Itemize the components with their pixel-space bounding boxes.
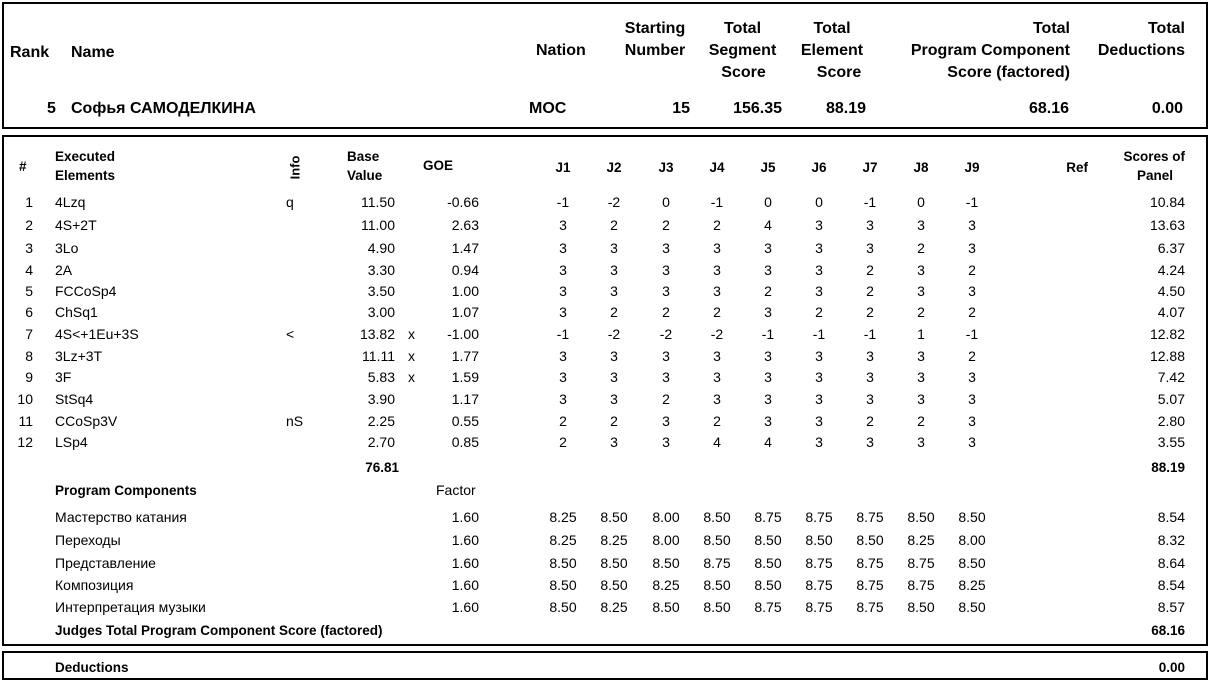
element-judge-3: 3	[662, 283, 670, 299]
element-judge-4: 3	[713, 348, 721, 364]
judge-header-5: J5	[760, 160, 776, 175]
component-judge-9: 8.50	[958, 599, 986, 615]
element-judge-4: 3	[713, 391, 721, 407]
element-judge-3: 2	[662, 217, 670, 233]
element-judge-6: 3	[815, 369, 823, 385]
name-header: Name	[71, 44, 115, 61]
deductions-label: Deductions	[55, 660, 129, 675]
component-judge-3: 8.00	[652, 532, 680, 548]
component-judge-3: 8.50	[652, 599, 680, 615]
element-judge-1: 2	[559, 413, 567, 429]
element-goe: 1.59	[451, 369, 479, 385]
element-goe: 1.17	[451, 391, 479, 407]
element-judge-8: 0	[917, 194, 925, 210]
element-bonus-mark: x	[408, 326, 415, 342]
component-factor: 1.60	[451, 509, 479, 525]
element-judge-1: 3	[559, 348, 567, 364]
element-judge-6: 3	[815, 217, 823, 233]
element-judge-5: 0	[764, 194, 772, 210]
element-name: 4S+2T	[55, 217, 97, 233]
element-judge-4: 3	[713, 283, 721, 299]
element-name: 2A	[55, 262, 73, 278]
component-judge-5: 8.50	[754, 532, 782, 548]
element-bonus-mark: x	[408, 348, 415, 364]
element-judge-1: 3	[559, 304, 567, 320]
element-panel-score: 6.37	[1157, 240, 1185, 256]
component-factor: 1.60	[451, 577, 479, 593]
element-judge-9: 3	[968, 434, 976, 450]
element-panel-score: 4.07	[1157, 304, 1185, 320]
component-judge-1: 8.50	[549, 555, 577, 571]
element-panel-score: 4.50	[1157, 283, 1185, 299]
element-judge-8: 3	[917, 217, 925, 233]
component-judge-5: 8.50	[754, 577, 782, 593]
element-info: nS	[286, 413, 304, 429]
element-judge-4: 3	[713, 240, 721, 256]
component-judge-5: 8.75	[754, 509, 782, 525]
element-judge-4: -2	[710, 326, 724, 342]
element-goe: 1.47	[451, 240, 479, 256]
element-name: 3Lo	[55, 240, 79, 256]
component-score: 8.54	[1157, 509, 1185, 525]
component-judge-7: 8.50	[856, 532, 884, 548]
ref-header: Ref	[1066, 160, 1088, 175]
factor-header: Factor	[436, 482, 476, 498]
element-name: 3Lz+3T	[55, 348, 103, 364]
component-judge-1: 8.25	[549, 532, 577, 548]
element-judge-7: 3	[866, 391, 874, 407]
starting-number-value: 15	[672, 100, 690, 117]
element-number: 11	[18, 413, 33, 429]
element-number: 10	[17, 391, 33, 407]
element-judge-8: 1	[917, 326, 925, 342]
component-name: Представление	[55, 555, 156, 571]
component-judge-5: 8.50	[754, 555, 782, 571]
element-goe: -0.66	[447, 194, 479, 210]
element-judge-7: 3	[866, 369, 874, 385]
element-panel-score: 5.07	[1157, 391, 1185, 407]
base-value-total: 76.81	[365, 460, 399, 475]
deductions-panel	[2, 651, 1208, 680]
element-judge-6: 3	[815, 413, 823, 429]
total-segment-score-value: 156.35	[733, 100, 782, 117]
element-panel-score: 2.80	[1157, 413, 1185, 429]
element-base-value: 2.70	[367, 434, 395, 450]
judge-header-7: J7	[862, 160, 878, 175]
element-judge-5: 2	[764, 283, 772, 299]
element-judge-8: 2	[917, 413, 925, 429]
program-components-title: Program Components	[55, 483, 197, 498]
component-score: 8.64	[1157, 555, 1185, 571]
element-judge-6: 3	[815, 348, 823, 364]
element-judge-7: 3	[866, 434, 874, 450]
element-number: 1	[25, 194, 33, 210]
element-judge-8: 2	[917, 304, 925, 320]
component-judge-7: 8.75	[856, 555, 884, 571]
element-judge-1: 3	[559, 369, 567, 385]
component-judge-6: 8.75	[805, 577, 833, 593]
element-judge-3: 2	[662, 304, 670, 320]
element-judge-9: 2	[968, 262, 976, 278]
component-judge-7: 8.75	[856, 599, 884, 615]
element-panel-score: 12.88	[1149, 348, 1185, 364]
component-judge-7: 8.75	[856, 577, 884, 593]
element-judge-7: -1	[863, 326, 877, 342]
element-base-value: 3.00	[367, 304, 395, 320]
element-judge-9: 3	[968, 283, 976, 299]
element-judge-1: -1	[556, 194, 570, 210]
element-judge-5: -1	[761, 326, 775, 342]
element-judge-5: 4	[764, 434, 772, 450]
judge-header-3: J3	[658, 160, 674, 175]
component-judge-6: 8.75	[805, 599, 833, 615]
element-base-value: 5.83	[367, 369, 395, 385]
element-judge-2: 3	[610, 434, 618, 450]
scores-of-panel-header: Scores of Panel	[1123, 149, 1185, 183]
element-judge-2: 3	[610, 283, 618, 299]
element-judge-4: -1	[710, 194, 724, 210]
component-judge-2: 8.50	[600, 555, 628, 571]
element-judge-9: 3	[968, 391, 976, 407]
element-judge-7: 3	[866, 240, 874, 256]
element-judge-3: 3	[662, 348, 670, 364]
element-judge-7: 3	[866, 217, 874, 233]
element-info: q	[286, 194, 294, 210]
element-judge-1: 3	[559, 240, 567, 256]
element-judge-5: 3	[764, 240, 772, 256]
component-judge-9: 8.50	[958, 555, 986, 571]
total-deductions-header: Total Deductions	[1097, 20, 1185, 59]
element-number: 3	[25, 240, 33, 256]
component-name: Мастерство катания	[55, 509, 187, 525]
element-judge-5: 3	[764, 304, 772, 320]
element-judge-3: 0	[662, 194, 670, 210]
starting-number-header: Starting Number	[624, 20, 686, 59]
element-goe: 0.85	[451, 434, 479, 450]
element-judge-9: 3	[968, 217, 976, 233]
element-panel-score: 13.63	[1149, 217, 1185, 233]
element-name: ChSq1	[55, 304, 98, 320]
element-judge-1: 2	[559, 434, 567, 450]
element-judge-6: 3	[815, 240, 823, 256]
element-judge-8: 2	[917, 240, 925, 256]
element-base-value: 13.82	[359, 326, 395, 342]
element-judge-5: 3	[764, 391, 772, 407]
element-judge-6: -1	[812, 326, 826, 342]
element-panel-score: 7.42	[1157, 369, 1185, 385]
element-judge-5: 4	[764, 217, 772, 233]
element-number: 5	[25, 283, 33, 299]
element-judge-5: 3	[764, 348, 772, 364]
element-judge-2: 3	[610, 348, 618, 364]
element-judge-4: 4	[713, 434, 721, 450]
element-judge-3: 3	[662, 434, 670, 450]
element-judge-6: 0	[815, 194, 823, 210]
component-judge-3: 8.50	[652, 555, 680, 571]
element-judge-1: 3	[559, 391, 567, 407]
element-judge-1: 3	[559, 283, 567, 299]
total-pcs-value: 68.16	[1028, 100, 1069, 117]
element-goe: 1.77	[451, 348, 479, 364]
component-factor: 1.60	[451, 599, 479, 615]
component-judge-4: 8.50	[703, 577, 731, 593]
element-judge-2: 2	[610, 304, 618, 320]
element-panel-score: 10.84	[1149, 194, 1185, 210]
element-goe: 0.94	[451, 262, 479, 278]
element-number: 9	[25, 369, 33, 385]
element-judge-4: 3	[713, 369, 721, 385]
element-judge-2: 2	[610, 217, 618, 233]
component-judge-7: 8.75	[856, 509, 884, 525]
element-judge-9: 3	[968, 413, 976, 429]
element-judge-2: -2	[607, 194, 621, 210]
component-judge-2: 8.50	[600, 577, 628, 593]
element-judge-2: 2	[610, 413, 618, 429]
element-base-value: 11.11	[362, 348, 395, 364]
component-judge-9: 8.50	[958, 509, 986, 525]
component-judge-9: 8.25	[958, 577, 986, 593]
element-name: 3F	[55, 369, 72, 385]
element-judge-4: 2	[713, 304, 721, 320]
element-judge-9: -1	[965, 326, 979, 342]
judges-total-pcs-value: 68.16	[1151, 623, 1185, 638]
element-judge-8: 3	[917, 262, 925, 278]
element-judge-4: 2	[713, 413, 721, 429]
component-judge-2: 8.50	[600, 509, 628, 525]
judge-header-6: J6	[811, 160, 827, 175]
element-name: FCCoSp4	[55, 283, 117, 299]
element-judge-3: 3	[662, 240, 670, 256]
component-judge-8: 8.50	[907, 599, 935, 615]
component-judge-8: 8.75	[907, 577, 935, 593]
component-judge-8: 8.25	[907, 532, 935, 548]
skater-nation: MOC	[529, 100, 567, 117]
element-judge-7: 2	[866, 262, 874, 278]
component-judge-4: 8.75	[703, 555, 731, 571]
total-deductions-value: 0.00	[1151, 100, 1183, 117]
element-bonus-mark: x	[408, 369, 415, 385]
element-judge-2: 3	[610, 369, 618, 385]
rank-header: Rank	[10, 44, 50, 61]
judge-header-2: J2	[606, 160, 622, 175]
element-judge-1: -1	[556, 326, 570, 342]
component-judge-3: 8.25	[652, 577, 680, 593]
element-goe: 1.07	[451, 304, 479, 320]
element-name: 4S<+1Eu+3S	[55, 326, 139, 342]
element-judge-2: 3	[610, 240, 618, 256]
element-judge-3: 3	[662, 262, 670, 278]
element-goe: -1.00	[447, 326, 479, 342]
component-judge-5: 8.75	[754, 599, 782, 615]
element-number: 4	[25, 262, 33, 278]
component-judge-8: 8.75	[907, 555, 935, 571]
element-goe: 1.00	[451, 283, 479, 299]
element-judge-8: 3	[917, 283, 925, 299]
element-judge-4: 2	[713, 217, 721, 233]
info-col-header: Info	[287, 155, 303, 180]
element-base-value: 11.50	[361, 194, 395, 210]
element-judge-9: -1	[965, 194, 979, 210]
component-judge-4: 8.50	[703, 599, 731, 615]
element-judge-3: -2	[659, 326, 673, 342]
elements-score-total: 88.19	[1151, 460, 1185, 475]
element-goe: 2.63	[451, 217, 479, 233]
element-judge-2: 3	[610, 391, 618, 407]
element-judge-3: 3	[662, 413, 670, 429]
component-judge-6: 8.75	[805, 509, 833, 525]
component-judge-1: 8.50	[549, 599, 577, 615]
element-base-value: 3.90	[367, 391, 395, 407]
element-judge-7: 2	[866, 413, 874, 429]
element-judge-4: 3	[713, 262, 721, 278]
element-judge-9: 2	[968, 348, 976, 364]
element-judge-3: 3	[662, 369, 670, 385]
element-judge-9: 3	[968, 369, 976, 385]
component-judge-1: 8.25	[549, 509, 577, 525]
component-judge-6: 8.50	[805, 532, 833, 548]
element-panel-score: 4.24	[1157, 262, 1185, 278]
component-judge-8: 8.50	[907, 509, 935, 525]
element-judge-9: 2	[968, 304, 976, 320]
element-judge-5: 3	[764, 413, 772, 429]
element-goe: 0.55	[451, 413, 479, 429]
element-judge-2: 3	[610, 262, 618, 278]
element-judge-9: 3	[968, 240, 976, 256]
component-name: Композиция	[55, 577, 134, 593]
total-element-score-value: 88.19	[825, 100, 866, 117]
element-judge-1: 3	[559, 262, 567, 278]
element-name: LSp4	[55, 434, 88, 450]
component-factor: 1.60	[451, 532, 479, 548]
element-number: 12	[17, 434, 33, 450]
nation-header: Nation	[536, 42, 586, 59]
element-judge-6: 2	[815, 304, 823, 320]
element-base-value: 3.50	[367, 283, 395, 299]
element-judge-8: 3	[917, 391, 925, 407]
element-judge-7: 2	[866, 283, 874, 299]
judge-header-8: J8	[913, 160, 929, 175]
component-judge-3: 8.00	[652, 509, 680, 525]
component-score: 8.57	[1157, 599, 1185, 615]
element-judge-6: 3	[815, 262, 823, 278]
element-name: StSq4	[55, 391, 94, 407]
element-base-value: 3.30	[367, 262, 395, 278]
judge-header-4: J4	[709, 160, 725, 175]
component-name: Интерпретация музыки	[55, 599, 206, 615]
element-judge-8: 3	[917, 369, 925, 385]
element-judge-5: 3	[764, 369, 772, 385]
component-judge-6: 8.75	[805, 555, 833, 571]
element-info: <	[286, 326, 295, 342]
base-value-header: Base Value	[347, 149, 383, 183]
element-number: 7	[25, 326, 33, 342]
judges-total-pcs-label: Judges Total Program Component Score (factored)	[55, 623, 383, 638]
deductions-value: 0.00	[1158, 660, 1185, 675]
element-number: 8	[25, 348, 33, 364]
total-pcs-header: Total Program Component Score (factored)	[910, 20, 1070, 81]
element-judge-5: 3	[764, 262, 772, 278]
component-judge-4: 8.50	[703, 532, 731, 548]
component-score: 8.32	[1157, 532, 1185, 548]
element-judge-6: 3	[815, 391, 823, 407]
element-panel-score: 12.82	[1149, 326, 1185, 342]
element-judge-7: -1	[863, 194, 877, 210]
total-element-score-header: Total Element Score	[800, 20, 864, 81]
skater-name: Софья САМОДЕЛКИНА	[71, 100, 256, 117]
goe-header: GOE	[423, 158, 454, 173]
element-judge-8: 3	[917, 434, 925, 450]
judge-header-9: J9	[964, 160, 980, 175]
element-base-value: 2.25	[367, 413, 395, 429]
component-judge-1: 8.50	[549, 577, 577, 593]
component-factor: 1.60	[451, 555, 479, 571]
judge-header-1: J1	[555, 160, 571, 175]
total-segment-score-header: Total Segment Score	[708, 20, 777, 81]
element-judge-6: 3	[815, 283, 823, 299]
element-judge-7: 2	[866, 304, 874, 320]
component-score: 8.54	[1157, 577, 1185, 593]
component-name: Переходы	[55, 532, 121, 548]
element-judge-7: 3	[866, 348, 874, 364]
element-number: 6	[25, 304, 33, 320]
element-number: 2	[25, 217, 33, 233]
component-judge-2: 8.25	[600, 532, 628, 548]
element-judge-6: 3	[815, 434, 823, 450]
element-name: CCoSp3V	[55, 413, 118, 429]
component-judge-2: 8.25	[600, 599, 628, 615]
num-col-header: #	[19, 159, 27, 174]
element-panel-score: 3.55	[1157, 434, 1185, 450]
element-judge-2: -2	[607, 326, 621, 342]
component-judge-9: 8.00	[958, 532, 986, 548]
element-judge-1: 3	[559, 217, 567, 233]
executed-elements-header: Executed Elements	[55, 149, 116, 183]
element-base-value: 11.00	[361, 217, 395, 233]
element-base-value: 4.90	[367, 240, 395, 256]
element-judge-3: 2	[662, 391, 670, 407]
component-judge-4: 8.50	[703, 509, 731, 525]
element-judge-8: 3	[917, 348, 925, 364]
skater-rank: 5	[47, 100, 56, 117]
element-name: 4Lzq	[55, 194, 86, 210]
